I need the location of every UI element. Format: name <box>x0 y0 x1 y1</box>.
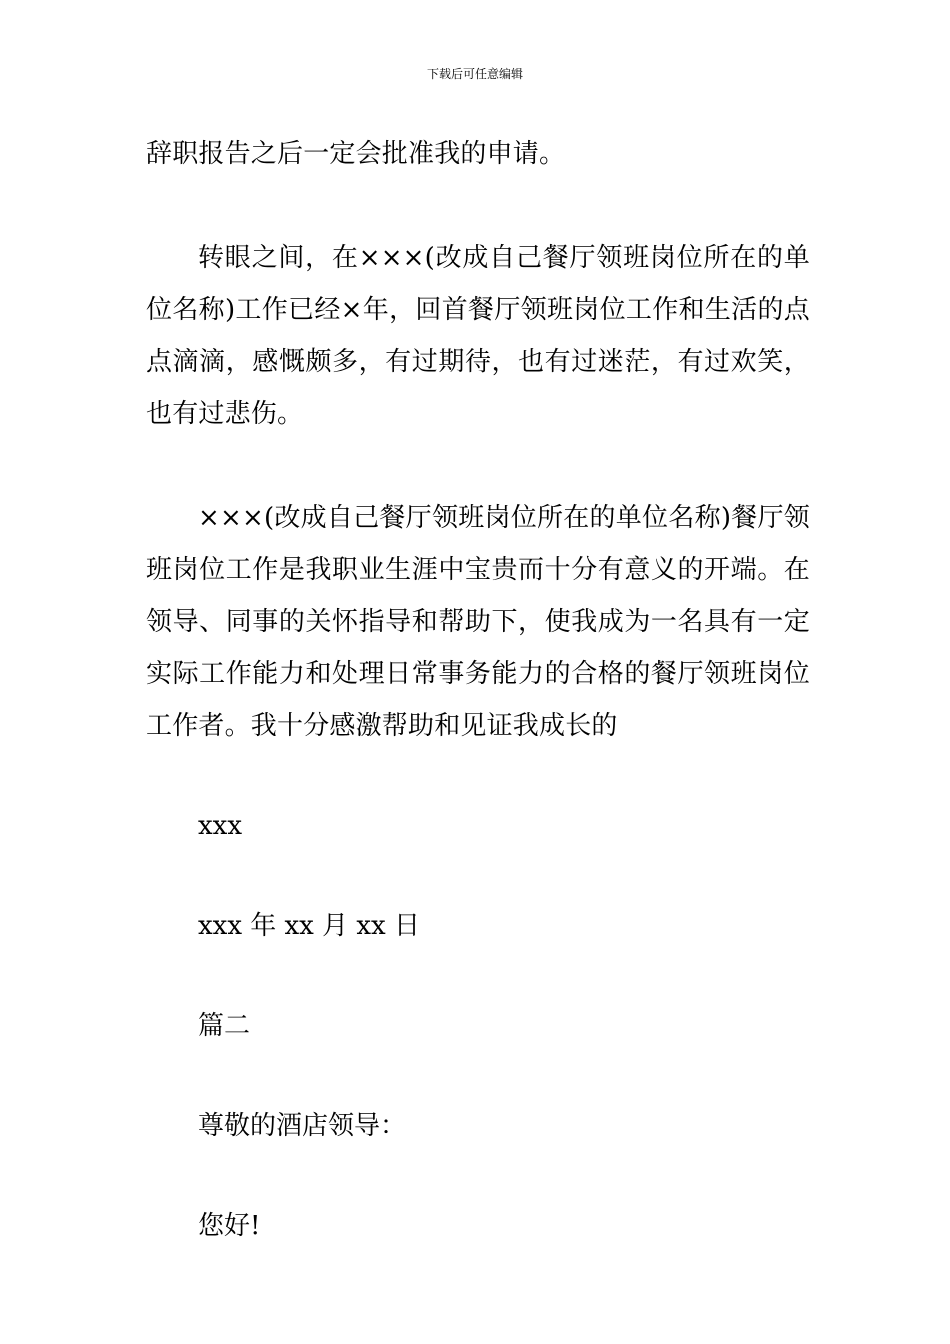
paragraph-reflection: 转眼之间，在×××(改成自己餐厅领班岗位所在的单位名称)工作已经×年，回首餐厅领班岗位工作和生活的点点滴滴，感慨颇多，有过期待，也有过迷茫，有过欢笑，也有过悲伤。 <box>146 243 810 429</box>
section-heading: 篇二 <box>198 1011 251 1041</box>
paragraph-gap <box>146 1052 810 1100</box>
page-header-note: 下载后可任意编辑 <box>426 67 523 81</box>
letter-greeting: 您好! <box>198 1211 261 1241</box>
paragraph-gap <box>146 180 810 232</box>
letter-salutation: 尊敬的酒店领导： <box>198 1111 407 1141</box>
paragraph-gap <box>146 1152 810 1200</box>
paragraph-gap <box>146 440 810 492</box>
signature-name: xxx <box>198 811 242 841</box>
paragraph-gratitude: ×××(改成自己餐厅领班岗位所在的单位名称)餐厅领班岗位工作是我职业生涯中宝贵而十分有意义的开端。在领导、同事的关怀指导和帮助下，使我成为一名具有一定实际工作能力和处理日常事务能力的合格的餐厅领班岗位工作者。我十分感激帮助和见证我成长的 <box>146 503 810 741</box>
signature-date: xxx 年 xx 月 xx 日 <box>198 911 420 941</box>
document-body <box>146 128 810 1252</box>
paragraph-gap <box>146 952 810 1000</box>
paragraph-gap <box>146 752 810 800</box>
paragraph-gap <box>146 852 810 900</box>
paragraph-continuation: 辞职报告之后一定会批准我的申请。 <box>146 139 566 169</box>
